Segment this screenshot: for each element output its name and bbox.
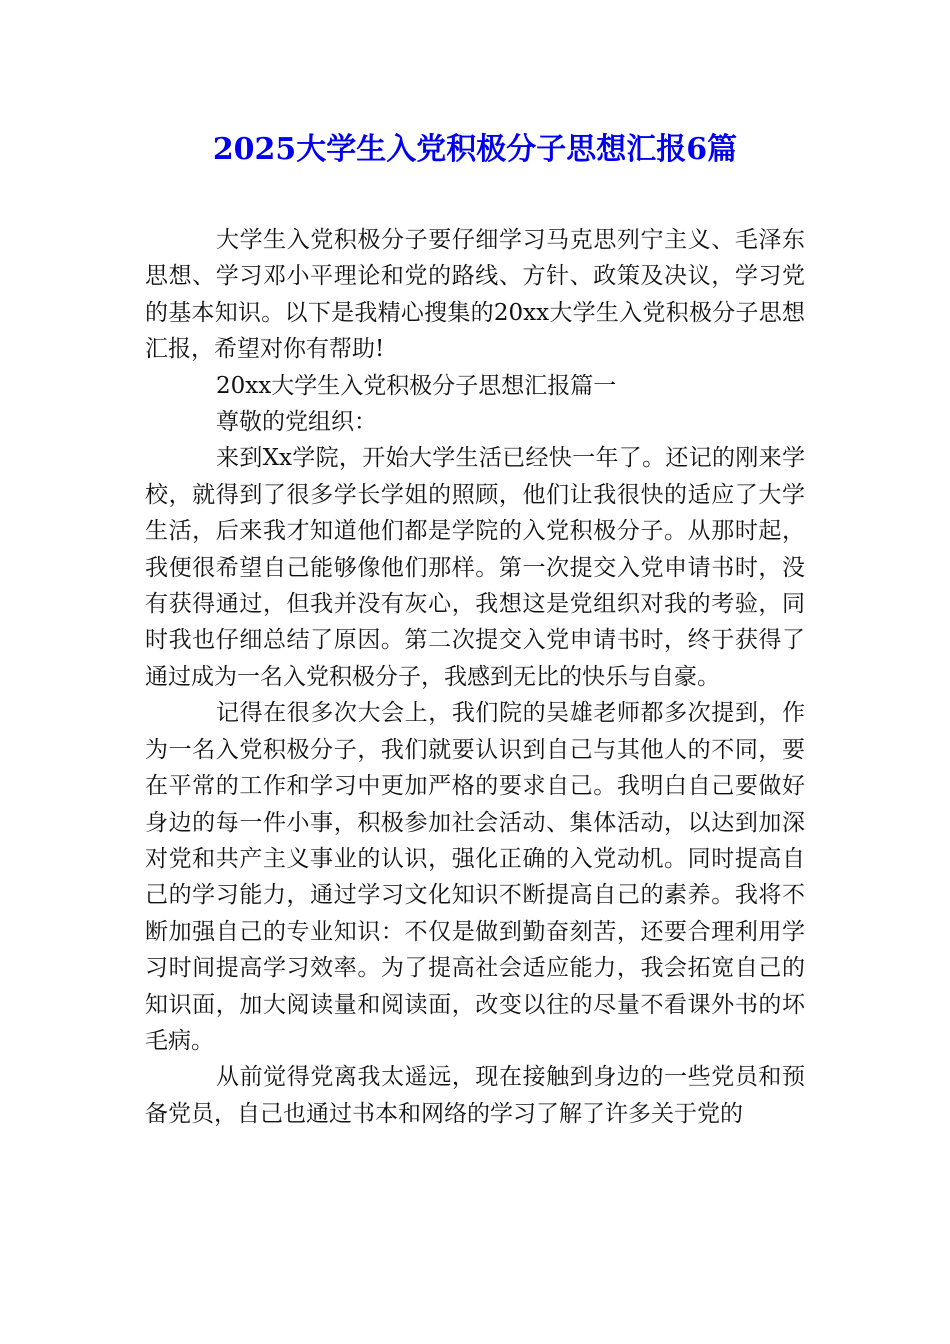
document-body [145,222,805,1132]
paragraph-body-3: 从前觉得党离我太遥远，现在接触到身边的一些党员和预备党员，自己也通过书本和网络的学习了解了许多关于党的 [145,1064,805,1127]
paragraph-section-heading: 20xx大学生入党积极分子思想汇报篇一 [216,372,617,399]
paragraph-body-2: 记得在很多次大会上，我们院的吴雄老师都多次提到，作为一名入党积极分子，我们就要认识到自己与其他人的不同，要在平常的工作和学习中更加严格的要求自己。我明白自己要做好身边的每一件小事，积极参加社会活动、集体活动，以达到加深对党和共产主义事业的认识，强化正确的入党动机。同时提高自己的学习能力，通过学习文化知识不断提高自己的素养。我将不断加强自己的专业知识：不仅是做到勤奋刻苦，还要合理利用学习时间提高学习效率。为了提高社会适应能力，我会拓宽自己的知识面，加大阅读量和阅读面，改变以往的尽量不看课外书的坏毛病。 [145,700,805,1054]
paragraph-salutation: 尊敬的党组织： [216,409,377,436]
paragraph-intro: 大学生入党积极分子要仔细学习马克思列宁主义、毛泽东思想、学习邓小平理论和党的路线、方针、政策及决议，学习党的基本知识。以下是我精心搜集的20xx大学生入党积极分子思想汇报，希望对你有帮助! [145,227,805,363]
document-title: 2025大学生入党积极分子思想汇报6篇 [212,132,738,167]
paragraph-body-1: 来到Xx学院，开始大学生活已经快一年了。还记的刚来学校，就得到了很多学长学姐的照顾，他们让我很快的适应了大学生活，后来我才知道他们都是学院的入党积极分子。从那时起，我便很希望自己能够像他们那样。第一次提交入党申请书时，没有获得通过，但我并没有灰心，我想这是党组织对我的考验，同时我也仔细总结了原因。第二次提交入党申请书时，终于获得了通过成为一名入党积极分子，我感到无比的快乐与自豪。 [145,445,805,690]
